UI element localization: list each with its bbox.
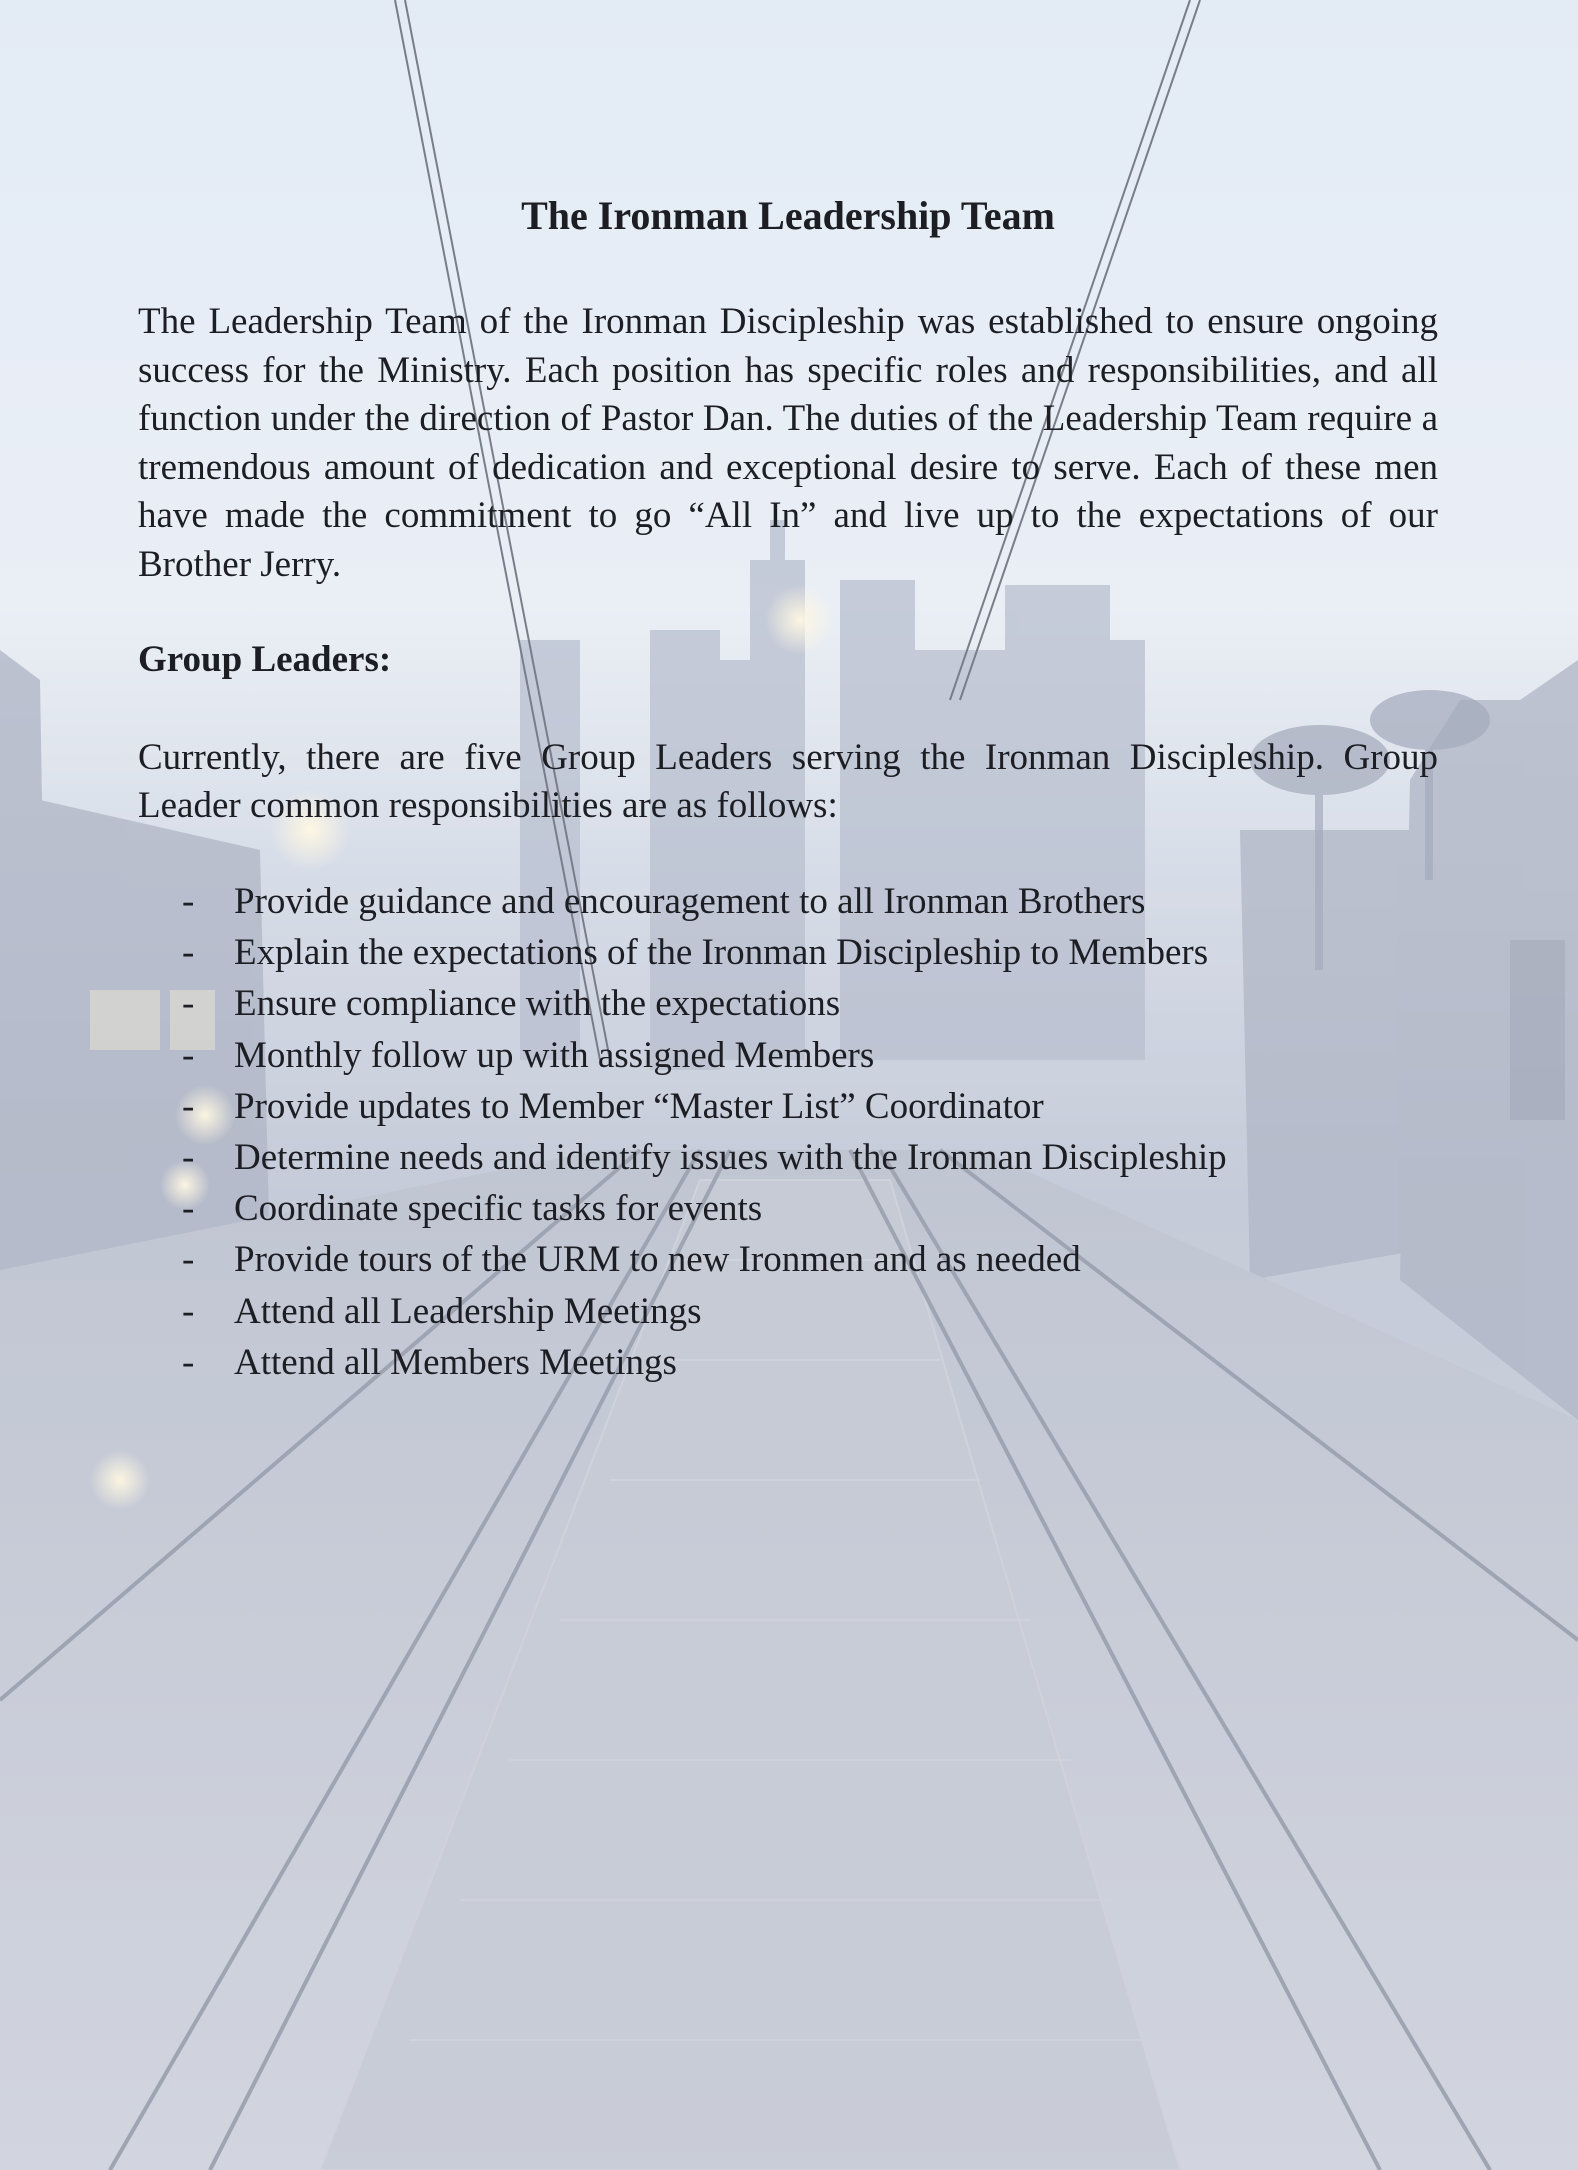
- list-item-text: Attend all Leadership Meetings: [234, 1290, 702, 1332]
- list-item: [138, 1183, 1227, 1234]
- bullet-dash: -: [182, 1290, 195, 1332]
- bullet-dash: -: [182, 983, 195, 1025]
- section-intro-paragraph: Currently, there are five Group Leaders serving the Ironman Discipleship. Group Leader common responsibilities are as follows:: [138, 737, 1438, 826]
- bullet-dash: -: [182, 1341, 195, 1383]
- list-item-text: Ensure compliance with the expectations: [234, 983, 841, 1025]
- bullet-dash: -: [182, 1085, 195, 1127]
- list-item-text: Explain the expectations of the Ironman Discipleship to Members: [234, 932, 1209, 974]
- page-title: The Ironman Leadership Team: [521, 193, 1055, 238]
- list-item: [138, 1286, 1227, 1337]
- bullet-dash: -: [182, 1239, 195, 1281]
- list-item: [138, 1234, 1227, 1285]
- responsibilities-list: [138, 876, 1227, 1388]
- list-item-text: Provide updates to Member “Master List” Coordinator: [234, 1085, 1044, 1127]
- bullet-dash: -: [182, 881, 195, 923]
- bullet-dash: -: [182, 1137, 195, 1179]
- list-item: [138, 1337, 1227, 1388]
- list-item-text: Coordinate specific tasks for events: [234, 1188, 763, 1230]
- bullet-dash: -: [182, 932, 195, 974]
- list-item-text: Provide guidance and encouragement to all Ironman Brothers: [234, 881, 1146, 923]
- list-item-text: Determine needs and identify issues with the Ironman Discipleship: [234, 1137, 1227, 1179]
- list-item: [138, 978, 1227, 1029]
- intro-paragraph: The Leadership Team of the Ironman Discipleship was established to ensure ongoing success for the Ministry. Each position has specific roles and responsibilities, and all function under the direction of Pastor Dan. The duties of the Leadership Team require a tremendous amount of dedication and exceptional desire to serve. Each of these men have made the commitment to go “All In” and live up to the expectations of our Brother Jerry.: [138, 301, 1438, 585]
- list-item-text: Monthly follow up with assigned Members: [234, 1034, 875, 1076]
- list-item-text: Attend all Members Meetings: [234, 1341, 677, 1383]
- list-item-text: Provide tours of the URM to new Ironmen and as needed: [234, 1239, 1081, 1281]
- list-item: [138, 1030, 1227, 1081]
- list-item: [138, 927, 1227, 978]
- bullet-dash: -: [182, 1034, 195, 1076]
- list-item: [138, 876, 1227, 927]
- section-heading: Group Leaders:: [138, 639, 392, 680]
- list-item: [138, 1081, 1227, 1132]
- bullet-dash: -: [182, 1188, 195, 1230]
- list-item: [138, 1132, 1227, 1183]
